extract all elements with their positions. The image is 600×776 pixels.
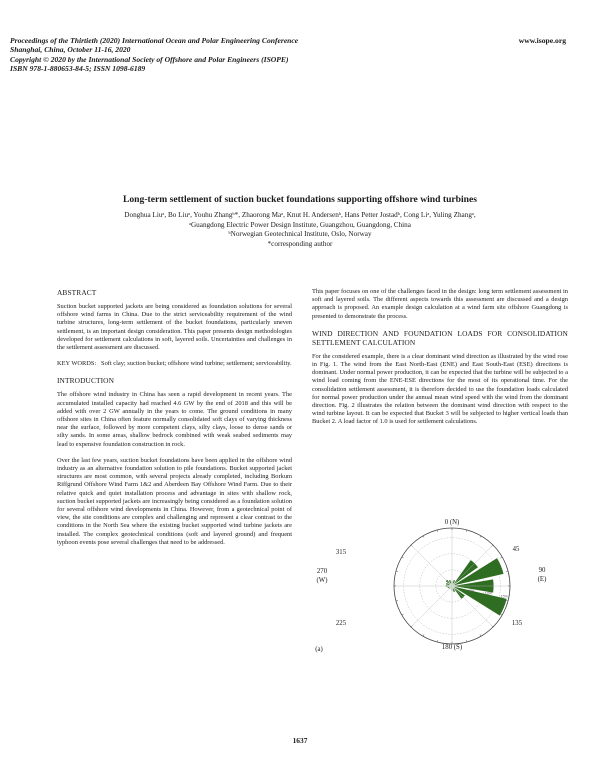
page-number: 1637 — [292, 736, 308, 745]
figure-panel-label: (a) — [315, 646, 323, 653]
website-link[interactable]: www.isope.org — [518, 36, 566, 45]
introduction-paragraph-1: The offshore wind industry in China has seen a rapid development in recent years. The accumulated installed capacity had reached 4.6 GW by the end of 2018 and this will be added with over 2 GW annually in the years to come. The ground conditions in many offshore sites in China often feature normally consolidated soft clays of varying thickness near the surface, followed by more competent clays, silty clays, loose to dense sands or silty sands. In some areas, shallow bedrock combined with weak seabed sediments may lead to expensive foundation construction in rock. — [57, 391, 292, 448]
direction-label-west: (W) — [316, 577, 328, 584]
direction-label-225: 225 — [335, 620, 347, 627]
header-line: ISBN 978-1-880653-84-5; ISSN 1098-6189 — [10, 64, 146, 74]
header-line: Shanghai, China, October 11-16, 2020 — [10, 45, 131, 55]
wind-rose-tick — [480, 634, 481, 636]
wind-rose-tick — [411, 626, 412, 627]
keywords — [57, 360, 292, 368]
wind-rose-figure — [314, 520, 590, 680]
wind-rose-tick — [402, 614, 404, 615]
wind-rose-tick — [492, 626, 493, 627]
direction-label-south: 180 (S) — [441, 644, 463, 651]
corresponding-note: *corresponding author — [267, 239, 333, 248]
ring-label: 5% — [468, 588, 475, 593]
introduction-paragraph-2: Over the last few years, suction bucket foundations have been applied in the offshore wind industry as an alternative foundation solution to pile foundations. Bucket supported jacket structures are most common, with several projects already completed, including Borkum Riffgrund Offshore Wind Farm 1&2 and Aberdeen Bay Offshore Wind Farm. Due to their relative quick and quiet installation process and advantage in sites with shallow rock, suction bucket supported jackets are increasingly being considered as a foundation solution for several offshore wind developments in China. However, from a geotechnical point of view, the site conditions are complex and challenging and represent a clear contrast to the conditions in the North Sea where the existing bucket supported wind turbine jackets are installed. The complex geotechnical conditions (soft and layered ground) and frequent typhoon events pose several challenges that need to be addressed. — [57, 456, 292, 546]
direction-label-270: 270 — [316, 568, 328, 575]
wind-section-heading: WIND DIRECTION AND FOUNDATION LOADS FOR CONSOLIDATION SETTLEMENT CALCULATION — [312, 328, 568, 347]
wind-rose-tick — [402, 557, 404, 558]
proceedings-header — [10, 36, 480, 74]
keywords-label: KEY WORDS: — [57, 360, 97, 368]
wind-rose-tick — [411, 545, 412, 546]
direction-label-north: 0 (N) — [444, 519, 460, 526]
direction-label-90: 90 — [538, 567, 546, 574]
wind-rose-tick — [423, 536, 424, 538]
wind-rose-tick — [423, 634, 424, 636]
ring-label: 10% — [484, 591, 492, 596]
right-column — [312, 288, 568, 435]
wind-rose-tick — [492, 545, 493, 546]
ring-label: 15% — [500, 594, 508, 599]
affiliation-a: ᵃGuangdong Electric Power Design Institute, Guangzhou, Guangdong, China — [189, 220, 411, 229]
wind-rose-tick — [500, 557, 502, 558]
abstract-text: Suction bucket supported jackets are being considered as foundation solutions for several offshore wind farms in China. Due to the strict serviceability requirement of the wind turbine structures, long-term settlement of the bucket foundations, particularly uneven settlement, is an important design consideration. This paper presents design methodologies developed for settlement calculations in soft, layered soils. Uncertainties and challenges in the settlement assessment are discussed. — [57, 303, 292, 352]
direction-label-45: 45 — [512, 546, 520, 553]
wind-rose-chart — [314, 520, 590, 680]
paper-title: Long-term settlement of suction bucket foundations supporting offshore wind turbines — [122, 194, 477, 205]
header-line: Copyright © 2020 by the International Society of Offshore and Polar Engineers (ISOPE) — [10, 54, 289, 64]
affiliation-b: ᵇNorwegian Geotechnical Institute, Oslo, Norway — [228, 230, 372, 239]
abstract-heading: ABSTRACT — [57, 288, 97, 297]
wind-rose-spoke — [411, 586, 452, 627]
direction-label-135: 135 — [511, 620, 523, 627]
wind-rose-tick — [480, 536, 481, 538]
header-line: Proceedings of the Thirtieth (2020) International Ocean and Polar Engineering Conference — [10, 36, 299, 45]
left-column — [57, 288, 292, 555]
wind-rose-spoke — [411, 545, 452, 586]
direction-label-east: (E) — [537, 576, 547, 583]
keywords-text: Soft clay; suction bucket; offshore wind turbine; settlement; serviceability. — [101, 360, 292, 368]
direction-label-315: 315 — [335, 549, 347, 556]
paper-focus-paragraph: This paper focuses on one of the challenges faced in the design: long term settlement assessment in soft and layered soils. The different aspects towards this assessment are discussed and a design approach is proposed. An example design calculation at a wind farm site offshore Guangdong is presented to demonstrate the process. — [312, 288, 568, 320]
author-block — [40, 211, 560, 249]
introduction-heading: INTRODUCTION — [57, 376, 115, 386]
wind-section-text: For the considered example, there is a clear dominant wind direction as illustrated by the wind rose in Fig. 1. The wind from the East North-East (ENE) and East South-East (ESE) directions is dominant. Under normal power production, it can be expected that the turbine will be subjected to a wind load coming from the ENE-ESE directions for the most of its operational time. For the consolidation settlement assessment, it is therefore decided to use the foundation loads calculated for normal power production under the annual mean wind speed with the wind from the dominant direction. Fig. 2 illustrates the relation between the dominant wind direction with respect to the wind turbine layout. It can be expected that Bucket 3 will be subjected to higher vertical loads than Bucket 2. A load factor of 1.0 is used for settlement calculations. — [312, 352, 568, 426]
author-names: Donghua Liuᵃ, Bo Liuᵃ, Youhu Zhangᵇ*, Zhaorong Maᵃ, Knut H. Andersenᵇ, Hans Petter Jostadᵇ, Cong Liᵃ, Yuling Zhangᵃ, — [124, 211, 476, 219]
